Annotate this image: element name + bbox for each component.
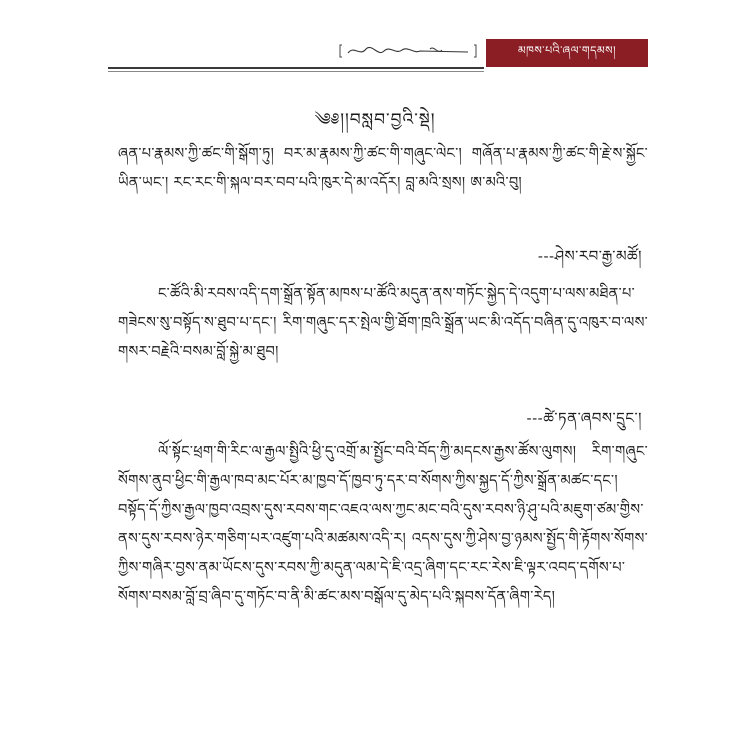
body-paragraph: ལོ་སྟོང་ཕྲག་གི་རིང་ལ་རྒྱལ་སྤྱིའི་ཕྱི་དུ་འགྲོ་མ་སྤྱོང་བའི་བོད་ཀྱི་མདངས་རྒྱས་ཚོས་ལུགས། རིག་གཞུང་སོགས་ནུབ་ཕྱིང་གི་རྒྱལ་ཁབ་མང་པོར་མ་ཁྱབ་དོ་ཁྱབ་ཏུ་དར་བ་སོགས་ཀྱིས་སྐྱད་དོ་ཀྱིས་སྒྲོན་མཚང་དང་། བསྟོད་དོ་ཀྱིས་རྒྱལ་ཁྱབ་འབྲས་དུས་རབས་གང་འཇའ་ལས་ཀྱང་མང་བའི་དུས་རབས་ཉི་ཤུ་པའི་མཇུག་ཙམ་གྱིས་ནས་དུས་རབས་ཉེར་གཅིག་པར་འཛུག་པའི་མཚམས་འདི་ར། འདས་དུས་ཀྱི་ཤེས་བྱ་ཉམས་སྤྱོད་གི་རྟོགས་སོགས་ཀྱིས་གཞིར་བྱས་ནམ་ཡོངས་དུས་རབས་ཀྱི་མདུན་ལམ་དེ་ཇི་འདྲ་ཞིག་དང་རང་རེས་ཇི་ལྟར་འབད་དགོས་པ་སོགས་བསམ་བློ་བྲ་ཞིབ་དུ་གཏོང་བ་ནི་མི་ཚང་མས་བསྒོལ་དུ་མེད་པའི་སྐབས་དོན་ཞིག་རེད། bbox=[118, 444, 648, 605]
header-rule bbox=[108, 67, 484, 69]
header-ornament bbox=[338, 40, 478, 62]
section-label-box bbox=[484, 37, 650, 69]
quote-2-text: ང་ཚོའི་མི་རབས་འདི་དག་སྒྲོན་སྟོན་མཁས་པ་ཚོའི་མདུན་ནས་གཏོང་སྐྱེད་དེ་འདུག་པ་ལས་མཐིན་པ་གཟེངས་སུ་བསྟོད་ས་ཐུབ་པ་དང་། རིག་གཞུང་དར་སྤེལ་གྱི་ཐོག་ཁྲའི་སྒྲོན་ཡང་མི་འདོད་བཞིན་དུ་འཁུར་བ་ལས་གསར་བརྗེའི་བསམ་བློ་སྐྱེ་མ་ཐུབ། bbox=[118, 286, 648, 360]
page-title: ༄༅།།བསླབ་བྱའི་སྡེ། bbox=[314, 110, 436, 130]
quote-2-attribution: ---ཚེ་ཏན་ཞབས་དྲུང་། bbox=[526, 409, 642, 427]
ornament-flourish-icon bbox=[338, 41, 478, 61]
header-rule-thin bbox=[108, 71, 484, 72]
quote-1-text: ཞན་པ་རྣམས་ཀྱི་ཚང་གི་སྒོག་ཏུ། བར་མ་རྣམས་ཀྱི་ཚང་གི་གཞུང་ལེང་། གཞོན་པ་རྣམས་ཀྱི་ཚང་གི་རྗེ་ས་སྐྱོང་ཡིན་ཡང་། རང་རང་གི་སྐལ་བར་བབ་པའི་ཁུར་དེ་མ་འདོར། བླ་མའི་སྲས། ཨ་མའི་བུ། bbox=[118, 146, 648, 191]
section-label: མཁས་པའི་ཞལ་གདམས། bbox=[517, 43, 617, 57]
quote-1-attribution: ---ཤེས་རབ་རྒྱ་མཚོ། bbox=[537, 247, 642, 265]
page-header bbox=[0, 0, 750, 80]
